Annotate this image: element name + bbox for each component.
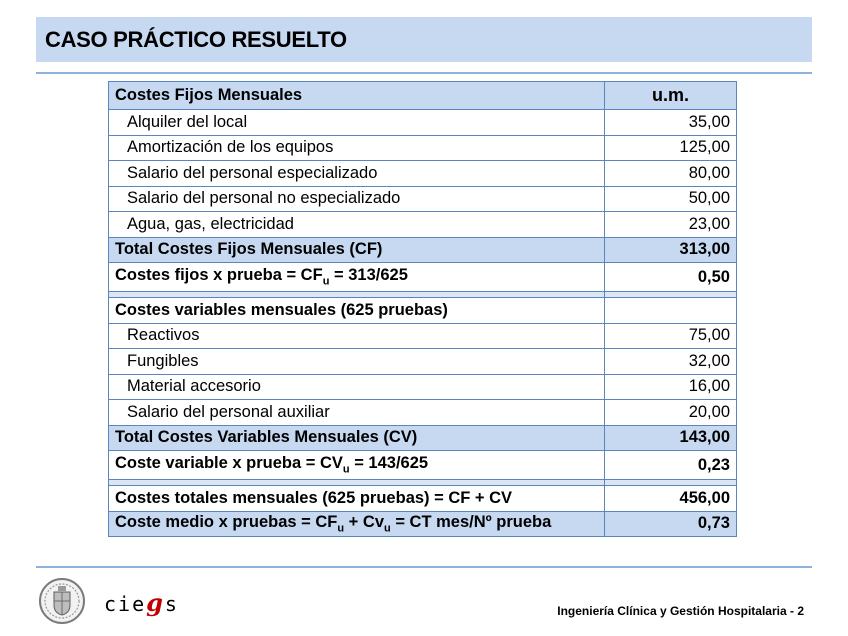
total-costs-row [109,486,737,512]
average-cost-value: 0,73 [605,511,737,537]
variable-header-row [109,298,737,324]
variable-costs-header: Costes variables mensuales (625 pruebas) [109,298,605,324]
cost-table [108,81,737,537]
fixed-total-value: 313,00 [605,237,737,263]
row-value: 75,00 [605,323,737,349]
row-value: 20,00 [605,400,737,426]
fixed-unit-value: 0,50 [605,263,737,292]
table-row [109,212,737,238]
ciegs-logo: ciegs [104,588,179,617]
average-cost-row [109,511,737,537]
row-value: 50,00 [605,186,737,212]
bottom-divider [36,566,812,568]
row-label: Alquiler del local [109,110,605,136]
average-cost-label: Coste medio x pruebas = $CF_u + Cv_u$ = CT mes/Nº prueba [109,511,605,537]
variable-unit-label: Coste variable x prueba = $CV_u = 143/625$ [109,451,605,480]
fixed-total-row [109,237,737,263]
row-value: 16,00 [605,374,737,400]
total-costs-value: 456,00 [605,486,737,512]
variable-total-row [109,425,737,451]
row-label: Agua, gas, electricidad [109,212,605,238]
variable-unit-value: 0,23 [605,451,737,480]
fixed-costs-header: Costes Fijos Mensuales [109,82,605,110]
row-label: Fungibles [109,349,605,375]
total-costs-label: Costes totales mensuales (625 pruebas) = CF + CV [109,486,605,512]
table-row [109,186,737,212]
table-header-row [109,82,737,110]
table-row [109,161,737,187]
row-label: Reactivos [109,323,605,349]
variable-unit-row [109,451,737,480]
table-row [109,349,737,375]
variable-total-label: Total Costes Variables Mensuales (CV) [109,425,605,451]
table-row [109,323,737,349]
unit-header: u.m. [605,82,737,110]
row-value: 125,00 [605,135,737,161]
university-seal-icon [38,577,86,625]
table-row [109,110,737,136]
table-row [109,135,737,161]
row-label: Salario del personal especializado [109,161,605,187]
table-row [109,374,737,400]
row-value: 35,00 [605,110,737,136]
row-value: 80,00 [605,161,737,187]
row-label: Amortización de los equipos [109,135,605,161]
fixed-unit-row [109,263,737,292]
top-divider [36,72,812,74]
row-label: Material accesorio [109,374,605,400]
slide-title: CASO PRÁCTICO RESUELTO [45,27,347,52]
fixed-total-label: Total Costes Fijos Mensuales (CF) [109,237,605,263]
table-row [109,400,737,426]
fixed-unit-label: Costes fijos x prueba = $CF_u = 313/625$ [109,263,605,292]
footer-text: Ingeniería Clínica y Gestión Hospitalaria - 2 [557,604,804,618]
row-label: Salario del personal no especializado [109,186,605,212]
variable-total-value: 143,00 [605,425,737,451]
row-value: 23,00 [605,212,737,238]
row-value: 32,00 [605,349,737,375]
row-label: Salario del personal auxiliar [109,400,605,426]
